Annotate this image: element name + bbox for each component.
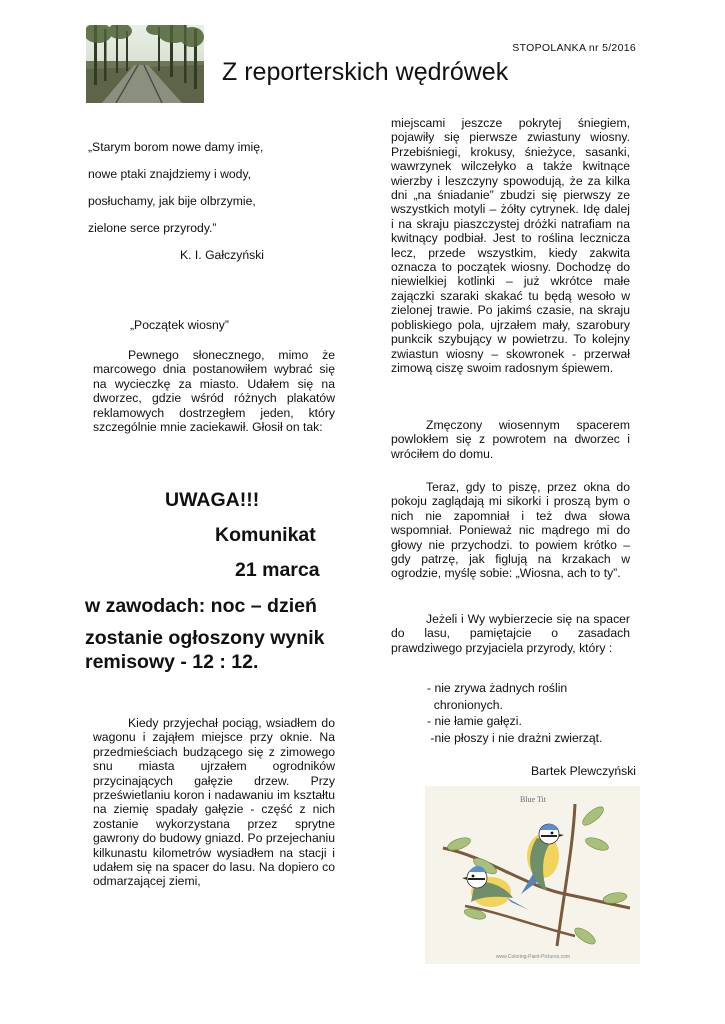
issue-label: STOPOLANKA nr 5/2016 [512, 42, 636, 54]
list-item: -nie płoszy i nie drażni zwierząt. [427, 730, 603, 745]
announcement-line: Komunikat [215, 524, 316, 546]
motto-line: posłuchamy, jak bije olbrzymie, [88, 194, 256, 208]
story-right-paragraph: Teraz, gdy to piszę, przez okna do pokoju zaglądają mi sikorki i proszą bym o nich nie zapomniał i też dwa słowa wspomniał. Ponieważ nic mądrego mi do głowy nie przychodzi. to powiem krótko – gdy patrzę, jak figlują na krzakach w ogrodzie, myślę sobie: „Wiosna, ach to ty”. [391, 480, 630, 581]
announcement-line: UWAGA!!! [165, 489, 260, 511]
motto-poem [88, 140, 288, 248]
list-item: - nie zrywa żadnych roślin [427, 681, 568, 695]
page-title: Z reporterskich wędrówek [222, 58, 509, 86]
motto-author: K. I. Gałczyński [180, 248, 264, 262]
author-signature: Bartek Plewczyński [531, 764, 636, 778]
story-paragraph: Kiedy przyjechał pociąg, wsiadłem do wagonu i zająłem miejsce przy oknie. Na przedmieściach budzącego się z zimowego snu miasta ujrzałem ogrodników przycinających gałęzie drzew. Przy prześwietlaniu koron i nadawaniu im kształtu na ziemię spadały gałęzie - część z nich zostanie wykorzystana przez sprytne gawrony do budowy gniazd. Po przejechaniu kilkunastu kilometrów wysiadłem na stacji i udałem się na spacer do lasu. Na dopiero co odmarzającej ziemi, [93, 716, 335, 889]
announcement-line: w zawodach: noc – dzień [85, 595, 317, 617]
motto-line: nowe ptaki znajdziemy i wody, [88, 167, 252, 181]
intro-paragraph: Pewnego słonecznego, mimo że marcowego dnia postanowiłem wybrać się na wycieczkę za miasto. Udałem się na dworzec, gdzie wśród różnych plakatów reklamowych dostrzegłem jeden, który szczególnie mnie zaciekawił. Głosił on tak: [93, 348, 335, 435]
motto-line: „Starym borom nowe damy imię, [88, 140, 264, 154]
story-right-paragraph: Jeżeli i Wy wybierzecie się na spacer do lasu, pamiętajcie o zasadach prawdziwego przyjaciela przyrody, który : [391, 612, 630, 655]
announcement-line: zostanie ogłoszony wynik remisowy - 12 : 12. [85, 627, 325, 673]
article-subtitle: „Początek wiosny” [130, 318, 229, 332]
article-intro [93, 348, 335, 434]
story-right-paragraph: Zmęczony wiosennym spacerem powlokłem się z powrotem na dworzec i wróciłem do domu. [391, 418, 630, 461]
nature-rules-list [427, 680, 602, 746]
illustration-footer: www.Coloring-Paint-Pictures.com [495, 954, 571, 960]
list-item: chronionych. [427, 697, 503, 712]
announcement-line: 21 marca [235, 559, 320, 581]
blue-tit-illustration [425, 786, 640, 964]
illustration-caption: Blue Tit [519, 795, 547, 804]
story-left-column [93, 716, 335, 889]
motto-line: zielone serce przyrody.” [88, 221, 217, 235]
list-item: - nie łamie gałęzi. [427, 714, 522, 729]
story-right-paragraph: miejscami jeszcze pokrytej śniegiem, pojawiły się pierwsze zwiastuny wiosny. Przebiśniegi, krokusy, śnieżyce, sasanki, wawrzynek wilczełyko a także kwitnące wierzby i leszczyny spowodują, że za kilka dni „na śniadanie” zbudzi się pierwszy ze wszystkich motyli – żółty cytrynek. Idę dalej i na skraju piaszczystej dróżki natrafiam na kwitnący podbiał. Jest to roślina lecznicza lecz, przede wszystkim, kiedy zakwita oznacza to początek wiosny. Dochodzę do niewielkiej kotlinki – już wkrótce małe zajączki szaraki skakać tu będą wesoło w zielonej trawie. Po jakimś czasie, na skraju pobliskiego pola, ujrzałem mały, szarobury punkcik szybujący w powietrzu. To kolejny zwiastun wiosny – skowronek - przerwał zimową ciszę swoim radosnym śpiewem. [391, 116, 630, 375]
forest-railway-photo [86, 25, 204, 103]
